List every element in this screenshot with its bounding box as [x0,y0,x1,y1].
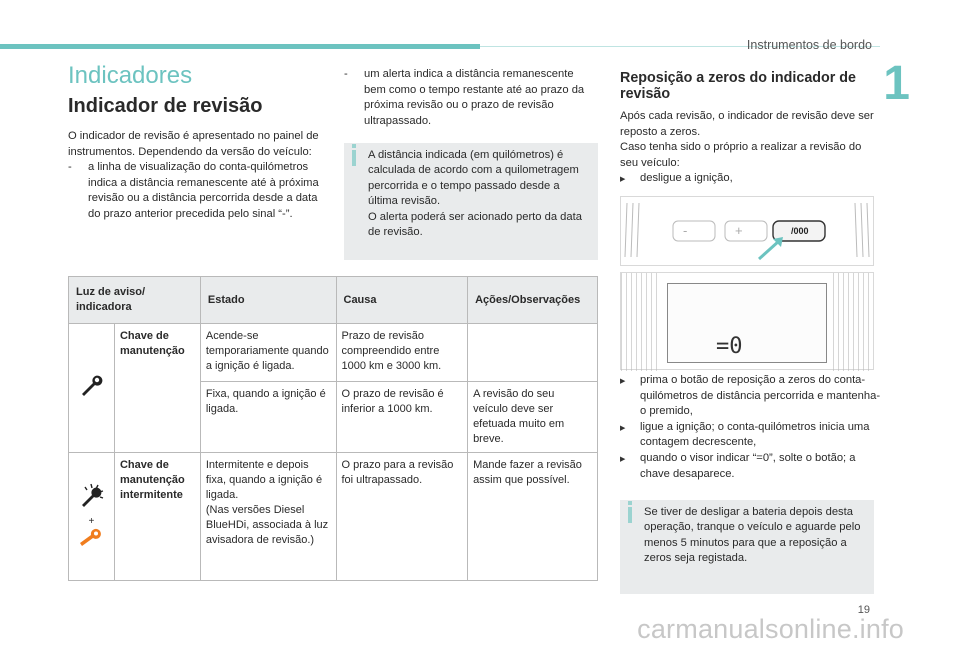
col-header-state: Estado [200,277,336,324]
note-text: A distância indicada (em quilómetros) é calculada de acordo com a quilometragem percorrida e o tempo passado desde a última revisão. [368,149,579,208]
info-icon [352,150,356,166]
indicator-name: Chave de manutenção intermitente [114,453,200,581]
wrench-icon [78,390,104,402]
page-title: Indicadores [68,62,193,89]
state-cell: Intermitente e depois fixa, quando a ignição é ligada. (Nas versões Diesel BlueHDi, associada à luz avisadora de revisão.) [200,453,336,581]
reset-step: ▶ prima o botão de reposição a zeros do conta-quilómetros de distância percorrida e mantenha-o premido, [620,373,882,420]
watermark: carmanualsonline.info [637,614,904,644]
reset-button: /000 [791,226,809,236]
plus-sign: + [88,515,95,527]
lcd-reading: =0 [716,334,743,359]
column-two [344,67,598,129]
lcd-display [667,283,827,363]
col-header-cause: Causa [336,277,468,324]
table-header-row [69,277,598,324]
service-wrench-icon [78,539,104,551]
cause-cell: O prazo de revisão é inferior a 1000 km. [336,382,468,453]
icon-cell [69,453,115,581]
intro-text: O indicador de revisão é apresentado no painel de instrumentos. Dependendo da versão do veículo: [68,130,319,158]
info-note-battery [620,500,874,594]
reset-title: Reposição a zeros do indicador de revisão [620,70,856,102]
col-header-warning: Luz de aviso/ indicadora [69,277,201,324]
gauge-ticks-left [621,273,661,371]
cause-cell: O prazo para a revisão foi ultrapassado. [336,453,468,581]
chapter-number: 1 [883,57,910,110]
cause-cell: Prazo de revisão compreendido entre 1000 km e 3000 km. [336,324,468,382]
reset-steps [620,373,882,482]
reset-intro [620,109,882,187]
intro-block [68,129,330,223]
table-row [69,324,598,382]
state-cell: Fixa, quando a ignição é ligada. [200,382,336,453]
indicator-name: Chave de manutenção [114,324,200,453]
reset-para: Caso tenha sido o próprio a realizar a revisão do seu veículo: [620,141,862,169]
reset-step: ▶ desligue a ignição, [620,171,882,187]
reset-step: ▶ quando o visor indicar “=0”, solte o botão; a chave desaparece. [620,451,882,482]
reset-para: Após cada revisão, o indicador de revisão deve ser reposto a zeros. [620,110,874,138]
actions-cell [468,324,598,382]
info-icon [628,507,632,523]
actions-cell: A revisão do seu veículo deve ser efetuada muito em breve. [468,382,598,453]
page-number: 19 [857,604,870,616]
section-title: Indicador de revisão [68,95,263,117]
blinking-wrench-icon [76,502,106,514]
cluster-display-panel [620,272,874,370]
note-text: O alerta poderá ser acionado perto da data de revisão. [368,210,582,239]
table-row [69,453,598,581]
dash-item-alert: - um alerta indica a distância remanescente bem como o tempo restante até ao prazo da próxima revisão ou o prazo de revisão ultrapassado. [344,67,598,129]
cluster-buttons-panel [620,196,874,266]
plus-button: + [735,223,743,238]
header-accent-bar [0,44,480,49]
info-note-distance [344,143,598,260]
actions-cell: Mande fazer a revisão assim que possível. [468,453,598,581]
gauge-ticks-right [833,273,873,371]
state-cell: Acende-se temporariamente quando a ignição é ligada. [200,324,336,382]
indicator-table [68,276,598,581]
col-header-actions: Ações/Observações [468,277,598,324]
minus-button: - [683,223,688,238]
note-text: Se tiver de desligar a bateria depois desta operação, tranque o veículo e aguarde pelo menos 5 minutos para que a reposição a zeros seja registada. [644,506,861,565]
reset-step: ▶ ligue a ignição; o conta-quilómetros inicia uma contagem decrescente, [620,420,882,451]
dash-item-odometer: - a linha de visualização do conta-quilómetros indica a distância remanescente até à próxima revisão ou a distância percorrida desde a data do prazo anterior precedida pelo sinal “-”. [68,160,330,222]
instrument-cluster-illustration [620,196,874,371]
section-header: Instrumentos de bordo [746,38,872,52]
icon-cell [69,324,115,453]
